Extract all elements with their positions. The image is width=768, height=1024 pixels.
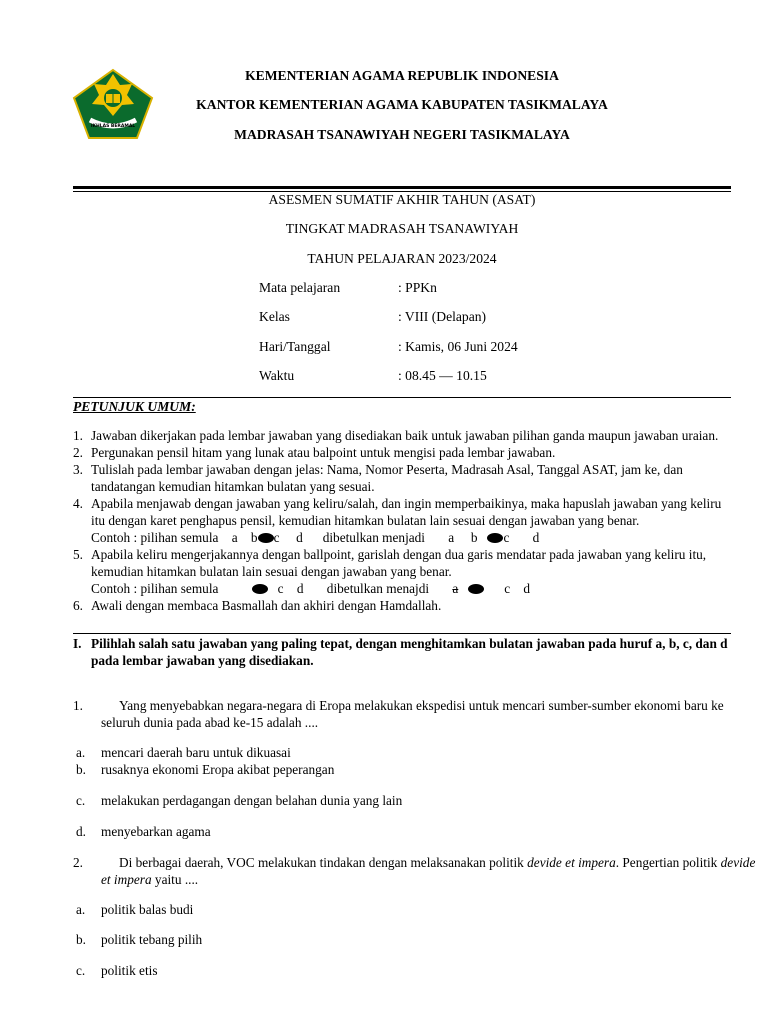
example-connector: dibetulkan menjadi [322, 530, 426, 545]
section-divider [73, 633, 731, 634]
instruction-text: Pergunakan pensil hitam yang lunak atau balpoint untuk mengisi pada lembar jawaban. [91, 445, 556, 460]
instruction-number: 4. [73, 496, 83, 511]
question-text-mid: . Pengertian politik [615, 855, 721, 870]
option-letter-b: b [470, 530, 478, 545]
option-letter: d. [76, 824, 86, 839]
question-1-option-b [76, 762, 334, 778]
option-letter-c: c [504, 581, 511, 596]
option-letter: b. [76, 932, 86, 947]
info-divider [73, 397, 731, 398]
section-instruction [73, 635, 751, 669]
example-connector: dibetulkan menajdi [326, 581, 430, 596]
option-letter-d: d [523, 581, 531, 596]
example-line [91, 580, 735, 597]
option-letter-b: b [250, 530, 258, 545]
filled-bubble-icon [252, 584, 268, 594]
question-2-option-a [76, 902, 193, 918]
instruction-item [73, 546, 735, 597]
section-text: Pilihlah salah satu jawaban yang paling tepat, dengan menghitamkan bulatan jawaban pada huruf a, b, c, dan d pada lembar jawaban yang disediakan. [91, 636, 728, 668]
option-text: politik tebang pilih [101, 932, 203, 947]
field-label-subject: Mata pelajaran [259, 280, 341, 295]
instruction-text: Apabila keliru mengerjakannya dengan ballpoint, garislah dengan dua garis mendatar pada jawaban yang keliru itu, kemudian hitamkan bulatan lain sesuai dengan jawaban yang benar. [91, 547, 707, 579]
question-number: 2. [73, 855, 83, 870]
example-prefix: Contoh : pilihan semula [91, 530, 219, 545]
instructions-list [73, 427, 735, 614]
instruction-text: Jawaban dikerjakan pada lembar jawaban yang disediakan baik untuk jawaban pilihan ganda maupun jawaban uraian. [91, 428, 719, 443]
ministry-title: KEMENTERIAN AGAMA REPUBLIK INDONESIA [245, 68, 559, 83]
filled-bubble-icon [468, 584, 484, 594]
exam-year: TAHUN PELAJARAN 2023/2024 [307, 251, 497, 266]
option-text: mencari daerah baru untuk dikuasai [101, 745, 291, 760]
example-prefix: Contoh : pilihan semula [91, 581, 219, 596]
question-1-option-a [76, 745, 291, 761]
school-title: MADRASAH TSANAWIYAH NEGERI TASIKMALAYA [234, 127, 570, 142]
question-term: devide et impera [527, 855, 616, 870]
option-text: menyebarkan agama [101, 824, 211, 839]
field-value-date: : Kamis, 06 Juni 2024 [398, 339, 518, 354]
svg-text:IKHLAS BERAMAL: IKHLAS BERAMAL [90, 124, 136, 129]
option-letter: a. [76, 745, 86, 760]
option-text: rusaknya ekonomi Eropa akibat peperangan [101, 762, 335, 777]
question-1-option-c [76, 793, 402, 809]
question-2-option-c [76, 963, 158, 979]
instruction-number: 2. [73, 445, 83, 460]
option-letter-d: d [296, 530, 303, 545]
field-label-date: Hari/Tanggal [259, 339, 331, 354]
option-letter-a: a [231, 530, 238, 545]
instruction-number: 1. [73, 428, 83, 443]
question-text: Yang menyebabkan negara-negara di Eropa melakukan ekspedisi untuk mencari sumber-sumber ekonomi baru ke seluruh dunia pada abad ke-15 adalah .... [101, 698, 724, 730]
option-letter: c. [76, 963, 86, 978]
option-letter: a. [76, 902, 86, 917]
instruction-number: 3. [73, 462, 83, 477]
question-text-start: Di berbagai daerah, VOC melakukan tindakan dengan melaksanakan politik [119, 855, 528, 870]
option-text: melakukan perdagangan dengan belahan dunia yang lain [101, 793, 403, 808]
instructions-title: PETUNJUK UMUM: [73, 399, 196, 414]
exam-level: TINGKAT MADRASAH TSANAWIYAH [285, 221, 519, 236]
option-letter-a: a [448, 530, 455, 545]
option-letter: c. [76, 793, 86, 808]
field-value-subject: : PPKn [398, 280, 437, 295]
instruction-item [73, 597, 735, 614]
section-number: I. [73, 636, 82, 651]
field-value-class: : VIII (Delapan) [398, 309, 487, 324]
option-letter: b. [76, 762, 86, 777]
option-text: politik balas budi [101, 902, 194, 917]
question-2-option-b [76, 932, 202, 948]
field-label-time: Waktu [259, 368, 295, 383]
option-letter-c: c [503, 530, 510, 545]
field-label-class: Kelas [259, 309, 290, 324]
instruction-item [73, 427, 735, 444]
filled-bubble-icon [487, 533, 503, 543]
instruction-item [73, 461, 735, 495]
header-divider-thick [73, 186, 731, 189]
instruction-item [73, 495, 735, 546]
question-term: devide et impera [101, 855, 756, 887]
office-title: KANTOR KEMENTERIAN AGAMA KABUPATEN TASIKMALAYA [196, 97, 608, 112]
instruction-number: 6. [73, 598, 83, 613]
option-letter-a-struck: a [452, 581, 459, 596]
question-1-option-d [76, 824, 211, 840]
question-number: 1. [73, 698, 83, 713]
filled-bubble-icon [258, 533, 274, 543]
option-letter-d: d [296, 581, 304, 596]
question-1 [73, 697, 761, 731]
option-letter-d: d [532, 530, 540, 545]
option-letter-c: c [277, 581, 284, 596]
instruction-text: Awali dengan membaca Basmallah dan akhiri dengan Hamdallah. [91, 598, 442, 613]
option-text: politik etis [101, 963, 158, 978]
instruction-text: Apabila menjawab dengan jawaban yang keliru/salah, dan ingin memperbaikinya, maka hapuslah jawaban yang keliru itu dengan karet penghapus pensil, kemudian hitamkan bulatan lain sesuai dengan jawaban yang benar. [91, 496, 722, 528]
option-letter-c: c [273, 530, 280, 545]
instruction-text: Tulislah pada lembar jawaban dengan jelas: Nama, Nomor Peserta, Madrasah Asal, Tanggal ASAT, jam ke, dan tandatangan kemudian hitamkan bulatan yang sesuai. [91, 462, 683, 494]
question-text-end: yaitu .... [151, 872, 199, 887]
instruction-item [73, 444, 735, 461]
exam-title: ASESMEN SUMATIF AKHIR TAHUN (ASAT) [268, 192, 536, 207]
example-line [91, 529, 735, 546]
field-value-time: : 08.45 — 10.15 [398, 368, 487, 383]
question-2 [73, 854, 761, 888]
instruction-number: 5. [73, 547, 83, 562]
